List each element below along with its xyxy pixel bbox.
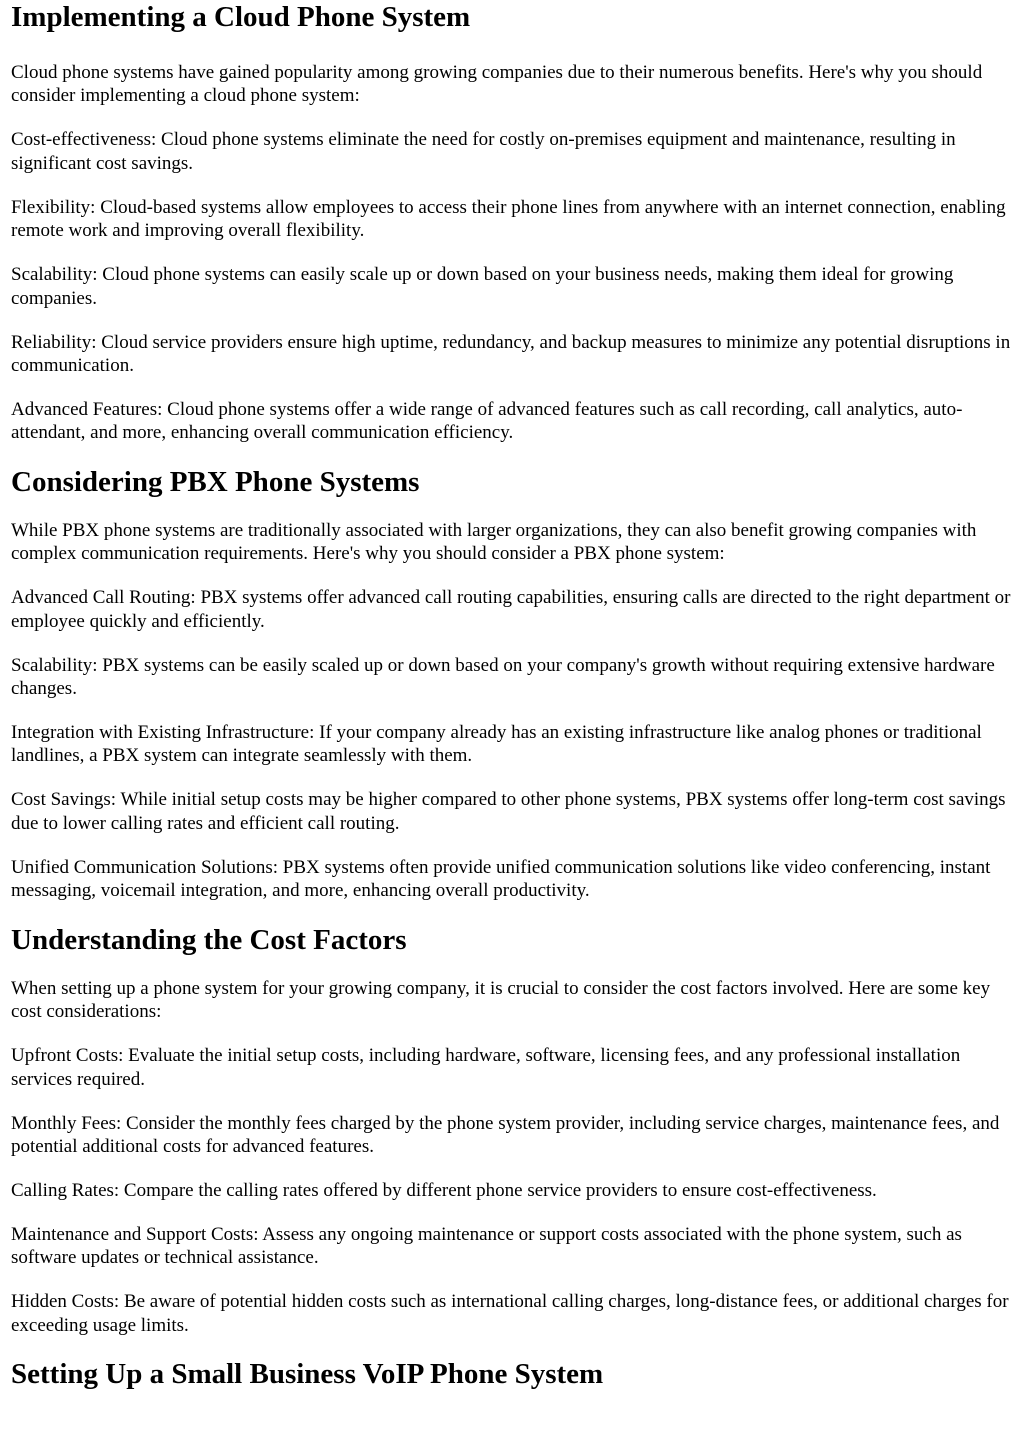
section-intro: When setting up a phone system for your growing company, it is crucial to consider the cost factors involved. Here are some key cost considerations: (11, 977, 991, 1023)
section-heading: Setting Up a Small Business VoIP Phone System (11, 1358, 604, 1391)
paragraph: Reliability: Cloud service providers ensure high uptime, redundancy, and backup measures to minimize any potential disruptions in communication. (11, 331, 1011, 377)
paragraph: Maintenance and Support Costs: Assess any ongoing maintenance or support costs associated with the phone system, such as software updates or technical assistance. (11, 1223, 962, 1269)
section-cost-factors (11, 923, 1013, 1337)
paragraph: Scalability: Cloud phone systems can easily scale up or down based on your business needs, making them ideal for growing companies. (11, 264, 954, 309)
section-pbx (11, 465, 1013, 903)
paragraph: Advanced Features: Cloud phone systems offer a wide range of advanced features such as call recording, call analytics, auto-attendant, and more, enhancing overall communication efficiency. (11, 399, 963, 444)
section-heading: Implementing a Cloud Phone System (11, 1, 471, 33)
paragraph: Unified Communication Solutions: PBX systems often provide unified communication solutions like video conferencing, instant messaging, voicemail integration, and more, enhancing overall productivity. (11, 856, 991, 902)
paragraph: Monthly Fees: Consider the monthly fees charged by the phone system provider, including service charges, maintenance fees, and potential additional costs for advanced features. (11, 1112, 1000, 1157)
paragraph: Integration with Existing Infrastructure: If your company already has an existing infrastructure like analog phones or traditional landlines, a PBX system can integrate seamlessly with them. (11, 722, 982, 767)
paragraph: Cost Savings: While initial setup costs may be higher compared to other phone systems, PBX systems offer long-term cost savings due to lower calling rates and efficient call routing. (11, 789, 1006, 834)
section-cloud-phone (11, 0, 1013, 445)
paragraph: Calling Rates: Compare the calling rates offered by different phone service providers to ensure cost-effectiveness. (11, 1179, 877, 1201)
paragraph: Upfront Costs: Evaluate the initial setup costs, including hardware, software, licensing fees, and any professional installation services required. (11, 1045, 961, 1090)
section-intro: While PBX phone systems are traditionally associated with larger organizations, they can also benefit growing companies with complex communication requirements. Here's why you should consider a PBX phone system: (11, 519, 977, 565)
paragraph: Flexibility: Cloud-based systems allow employees to access their phone lines from anywhere with an internet connection, enabling remote work and improving overall flexibility. (11, 196, 1006, 242)
paragraph: Advanced Call Routing: PBX systems offer advanced call routing capabilities, ensuring calls are directed to the right department or employee quickly and efficiently. (11, 587, 1011, 632)
paragraph: Scalability: PBX systems can be easily scaled up or down based on your company's growth without requiring extensive hardware changes. (11, 654, 995, 700)
section-heading: Considering PBX Phone Systems (11, 465, 420, 498)
paragraph: Hidden Costs: Be aware of potential hidden costs such as international calling charges, long-distance fees, or additional charges for exceeding usage limits. (11, 1291, 1009, 1336)
section-voip-setup (11, 1357, 1013, 1391)
paragraph: Cost-effectiveness: Cloud phone systems eliminate the need for costly on-premises equipment and maintenance, resulting in significant cost savings. (11, 129, 956, 174)
section-intro: Cloud phone systems have gained popularity among growing companies due to their numerous benefits. Here's why you should consider implementing a cloud phone system: (11, 62, 983, 107)
section-heading: Understanding the Cost Factors (11, 923, 407, 956)
